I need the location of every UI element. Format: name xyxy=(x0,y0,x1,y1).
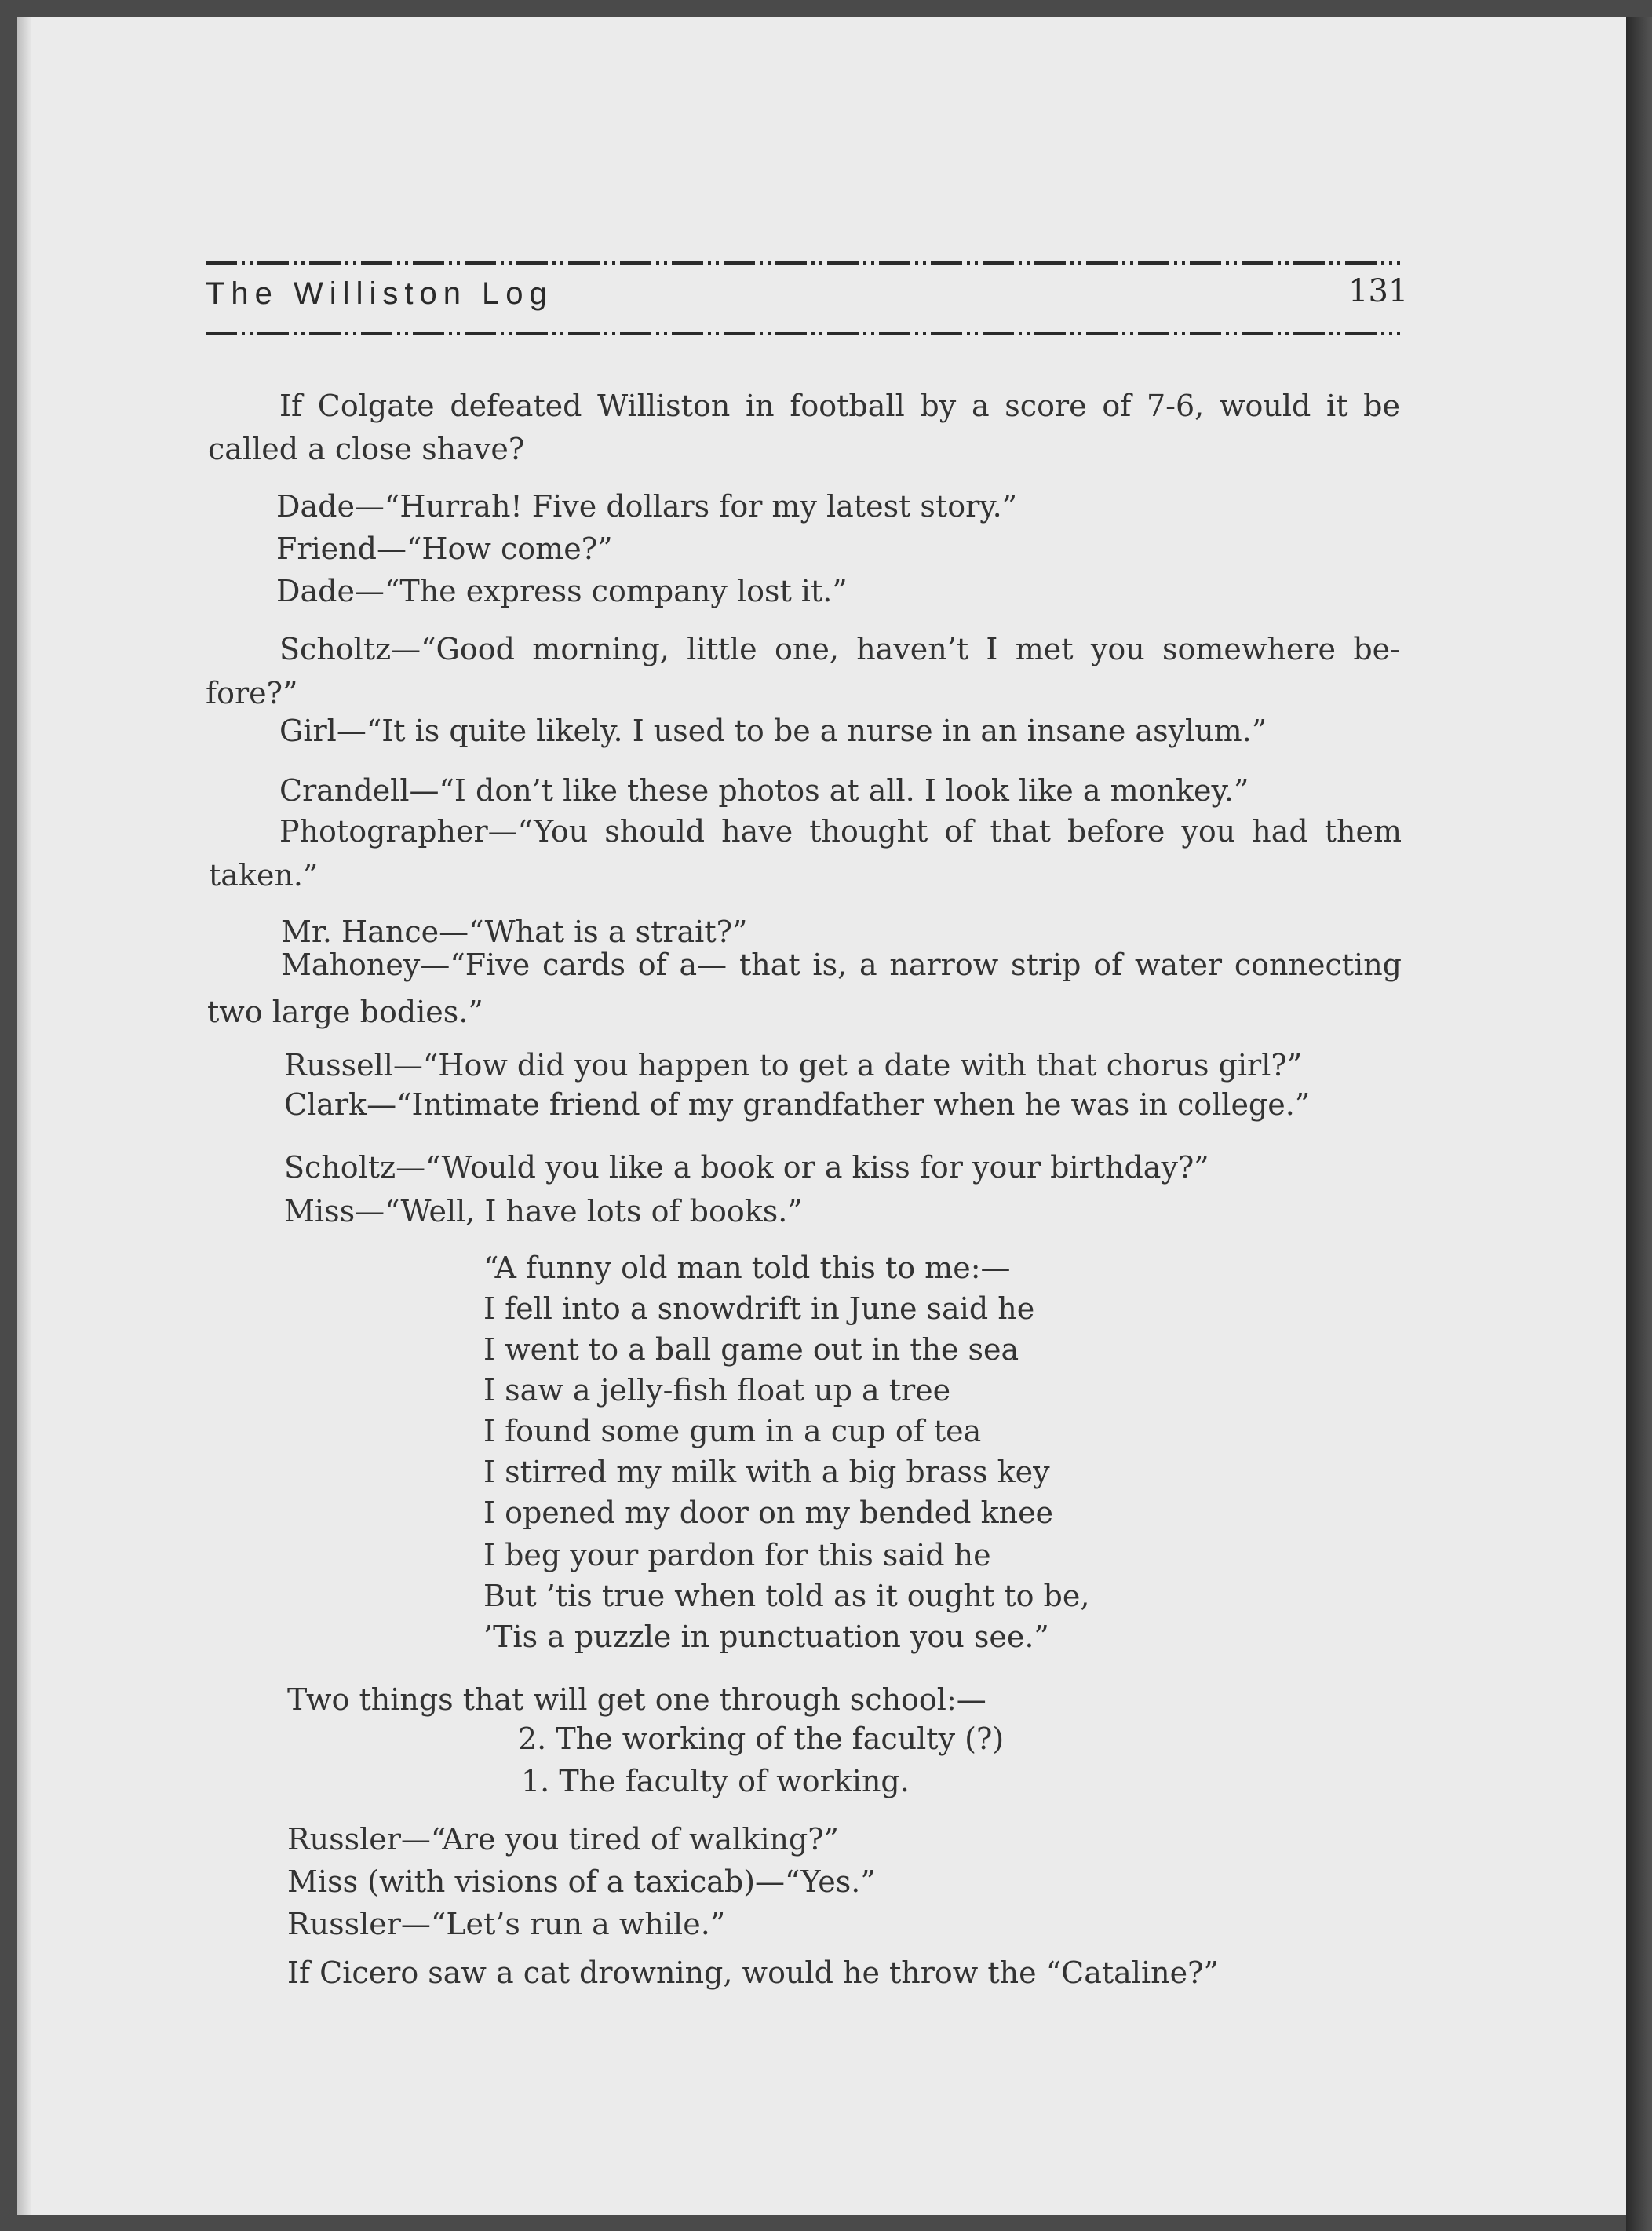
scholtz-miss-line-2: Miss—“Well, I have lots of books.” xyxy=(284,1194,803,1229)
scholtz-girl-line-2: fore?” xyxy=(206,676,298,710)
russell-line-2: Clark—“Intimate friend of my grandfather when he was in college.” xyxy=(284,1087,1311,1122)
poem-line: I went to a ball game out in the sea xyxy=(483,1332,1019,1367)
running-title: The Williston Log xyxy=(206,276,553,311)
poem-line: But ’tis true when told as it ought to be, xyxy=(483,1579,1090,1613)
poem-line: I opened my door on my bended knee xyxy=(483,1495,1054,1530)
poem-line: I fell into a snowdrift in June said he xyxy=(483,1291,1035,1326)
russell-line-1: Russell—“How did you happen to get a date with that chorus girl?” xyxy=(284,1048,1303,1083)
crandell-line-1: Crandell—“I don’t like these photos at all. I look like a monkey.” xyxy=(279,773,1249,808)
page-number: 131 xyxy=(1348,273,1409,309)
scholtz-girl-line-1: Scholtz—“Good morning, little one, haven’t I met you somewhere be- xyxy=(279,632,1400,666)
colgate-line-2: called a close shave? xyxy=(208,432,525,466)
crandell-line-2: Photographer—“You should have thought of that before you had them xyxy=(279,814,1402,849)
russler-line-3: Russler—“Let’s run a while.” xyxy=(287,1907,726,1941)
dade-line-3: Dade—“The express company lost it.” xyxy=(276,574,848,608)
scholtz-girl-line-3: Girl—“It is quite likely. I used to be a nurse in an insane asylum.” xyxy=(279,714,1267,748)
hance-line-2: Mahoney—“Five cards of a— that is, a narrow strip of water connecting xyxy=(281,948,1402,982)
crandell-line-3: taken.” xyxy=(209,858,319,893)
hance-line-1: Mr. Hance—“What is a strait?” xyxy=(281,915,748,949)
page-edge-shadow xyxy=(1626,17,1652,2231)
header-rule-bottom xyxy=(206,328,1400,339)
page-gutter-shadow xyxy=(17,17,31,2215)
school-item: 1. The faculty of working. xyxy=(521,1764,910,1798)
poem-line: I saw a jelly-fish float up a tree xyxy=(483,1373,951,1408)
scholtz-miss-line-1: Scholtz—“Would you like a book or a kiss for your birthday?” xyxy=(284,1150,1209,1185)
poem-line: I beg your pardon for this said he xyxy=(483,1538,991,1572)
school-intro: Two things that will get one through school:— xyxy=(287,1682,986,1717)
header-rule-top xyxy=(206,257,1400,268)
poem-line: I stirred my milk with a big brass key xyxy=(483,1455,1050,1489)
russler-line-2: Miss (with visions of a taxicab)—“Yes.” xyxy=(287,1864,876,1899)
colgate-line-1: If Colgate defeated Williston in football by a score of 7-6, would it be xyxy=(279,389,1400,423)
russler-line-1: Russler—“Are you tired of walking?” xyxy=(287,1822,840,1857)
cicero-line: If Cicero saw a cat drowning, would he throw the “Cataline?” xyxy=(287,1955,1219,1990)
hance-line-3: two large bodies.” xyxy=(207,995,483,1029)
school-item: 2. The working of the faculty (?) xyxy=(518,1722,1005,1756)
poem-line: ’Tis a puzzle in punctuation you see.” xyxy=(483,1619,1049,1654)
poem-line: I found some gum in a cup of tea xyxy=(483,1414,982,1448)
dade-line-1: Dade—“Hurrah! Five dollars for my latest story.” xyxy=(276,489,1018,524)
dade-line-2: Friend—“How come?” xyxy=(276,531,613,566)
poem-line: “A funny old man told this to me:— xyxy=(483,1251,1011,1285)
